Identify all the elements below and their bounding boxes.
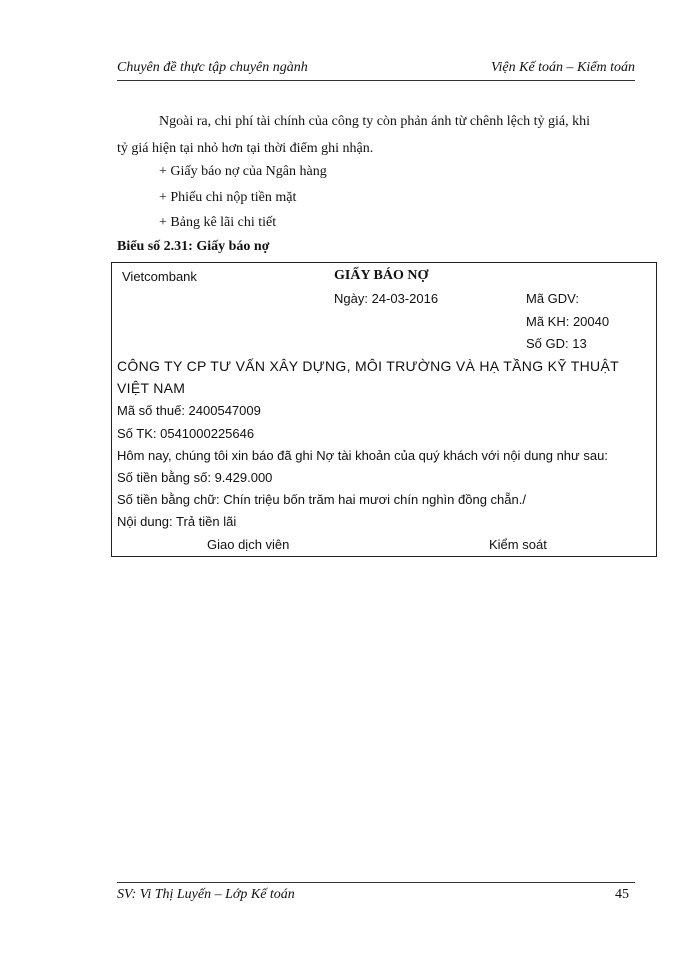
tax-code-line: Mã số thuế: 2400547009 [117,403,261,418]
header-course-title: Chuyên đề thực tập chuyên ngành [117,60,308,75]
intro-paragraph-line1: Ngoài ra, chi phí tài chính của công ty còn phản ánh từ chênh lệch tỷ giá, khi [159,114,590,129]
teller-signature-label: Giao dịch viên [207,537,290,552]
bank-name: Vietcombank [122,269,197,284]
notice-greeting-line: Hôm nay, chúng tôi xin báo đã ghi Nợ tài khoản của quý khách với nội dung như sau: [117,448,608,463]
intro-paragraph-line2: tỷ giá hiện tại nhỏ hơn tại thời điểm ghi nhận. [117,141,374,156]
debit-note-title: GIẤY BÁO NỢ [334,268,429,283]
company-name-line2: VIỆT NAM [117,380,186,396]
bullet-item: + Phiếu chi nộp tiền mặt [159,190,297,205]
date-line: Ngày: 24-03-2016 [334,291,439,306]
control-signature-label: Kiểm soát [489,537,547,552]
bullet-item: + Giấy báo nợ của Ngân hàng [159,164,327,179]
header-institute: Viện Kế toán – Kiểm toán [491,60,635,75]
page-header [117,58,635,81]
page-number: 45 [615,887,629,902]
teller-code-line: Mã GDV: [526,291,579,306]
bullet-item: + Bảng kê lãi chi tiết [159,215,277,230]
footer-student-info: SV: Vi Thị Luyến – Lớp Kế toán [117,887,295,902]
company-name-line1: CÔNG TY CP TƯ VẤN XÂY DỰNG, MÔI TRƯỜNG VÀ HẠ TẦNG KỸ THUẬT [117,358,619,374]
debit-note-box [111,262,657,557]
transaction-number-line: Số GD: 13 [526,336,587,351]
customer-code-line: Mã KH: 20040 [526,314,610,329]
content-line: Nội dung: Trả tiền lãi [117,514,237,529]
account-number-line: Số TK: 0541000225646 [117,426,255,441]
page-footer [117,882,635,907]
amount-in-numbers-line: Số tiền bằng số: 9.429.000 [117,470,273,485]
amount-in-words-line: Số tiền bằng chữ: Chín triệu bốn trăm hai mươi chín nghìn đồng chẵn./ [117,492,526,507]
figure-caption: Biểu số 2.31: Giấy báo nợ [117,239,270,254]
